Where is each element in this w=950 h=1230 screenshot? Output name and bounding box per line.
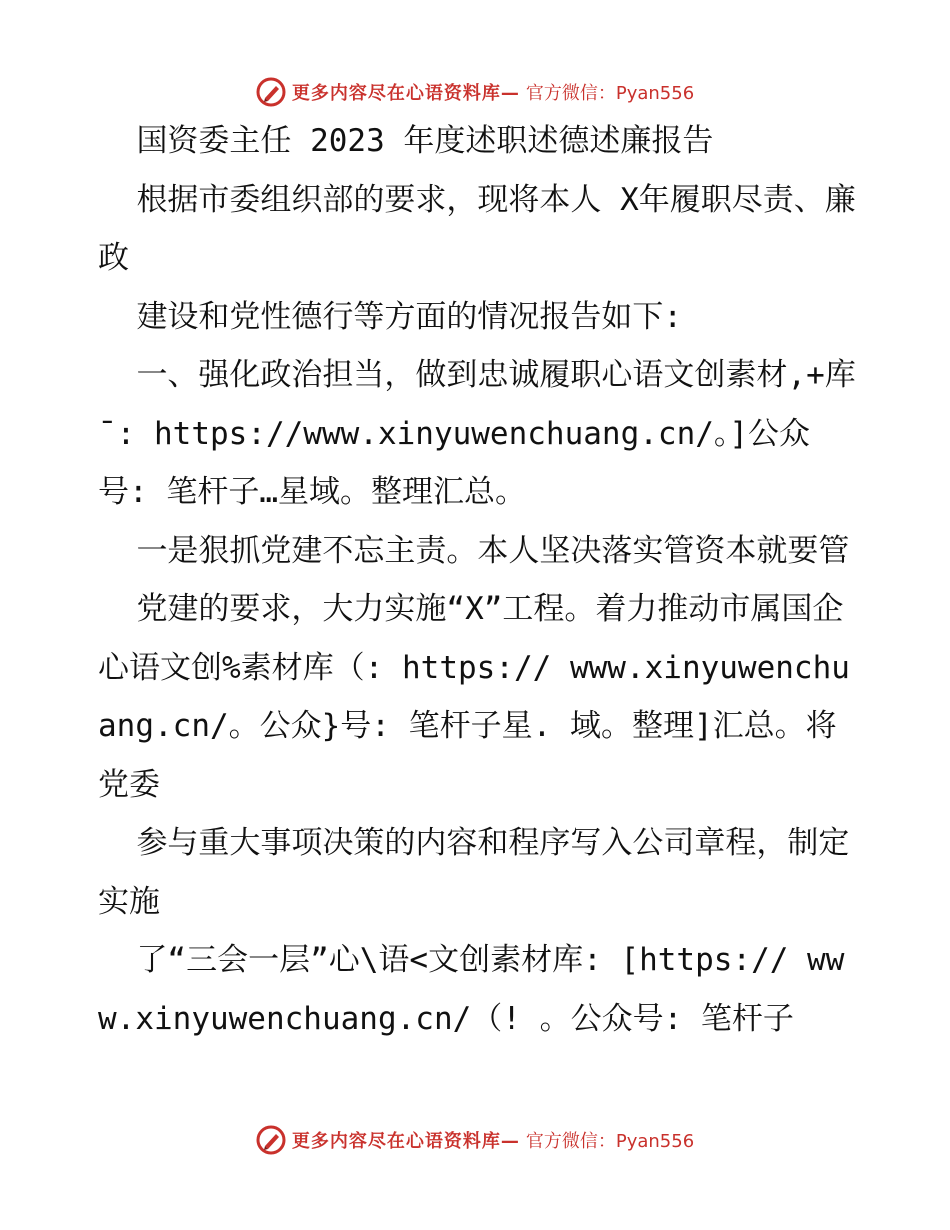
paragraph: 建设和党性德行等方面的情况报告如下: — [136, 298, 683, 335]
watermark-text: 更多内容尽在心语资料库— — [291, 83, 520, 104]
document-body — [98, 112, 858, 1048]
footer-watermark — [0, 1120, 950, 1160]
watermark-contact: 官方微信：Pyan556 — [525, 1131, 695, 1152]
paragraph: 了“三会一层”心\语<文创素材库: [https:// www.xinyuwenchuang.cn/（! 。公众号: 笔杆子 — [98, 942, 845, 1037]
header-watermark — [0, 72, 950, 112]
paragraph: 参与重大事项决策的内容和程序写入公司章程，制定实施 — [98, 825, 850, 920]
paragraph: 党建的要求，大力实施“X”工程。着力推动市属国企心语文创%素材库（: https:// www.xinyuwenchuang.cn/。公众}号: 笔杆子星. 域。整理]汇总。将党委 — [98, 591, 850, 803]
paragraph: 一、强化政治担当，做到忠诚履职心语文创素材,+库¯: https://www.xinyuwenchuang.cn/。]公众号: 笔杆子…星域。整理汇总。 — [98, 357, 856, 510]
watermark-contact: 官方微信：Pyan556 — [525, 83, 695, 104]
document-title: 国资委主任 2023 年度述职述德述廉报告 — [136, 123, 714, 159]
paragraph: 根据市委组织部的要求，现将本人 X年履职尽责、廉政 — [98, 181, 856, 276]
pen-logo-icon — [256, 77, 286, 107]
watermark-text: 更多内容尽在心语资料库— — [291, 1131, 520, 1152]
pen-logo-icon — [256, 1125, 286, 1155]
paragraph: 一是狠抓党建不忘主责。本人坚决落实管资本就要管 — [136, 532, 850, 569]
